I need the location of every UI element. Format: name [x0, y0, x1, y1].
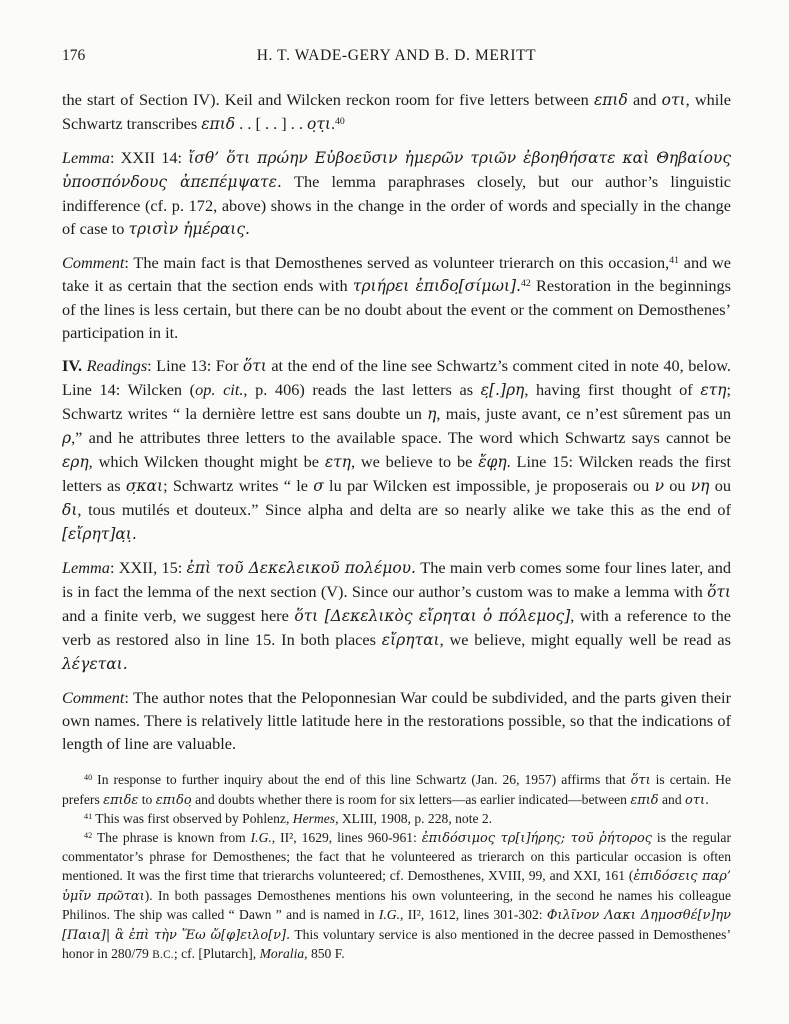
footnote-ref: 42 — [84, 830, 93, 840]
greek-text-run: οτι. — [685, 792, 710, 808]
footnote-ref: 40 — [335, 116, 345, 128]
footnote-ref: 42 — [520, 278, 531, 290]
text-run: : XXII 14: — [109, 148, 189, 167]
text-run: , tous mutilés et douteux.” Since alpha and delta are so nearly alike we take this as the end of — [77, 500, 731, 519]
text-run: ; Schwartz writes “ la dernière lettre est sans doubte un — [62, 380, 731, 423]
greek-text-run: ετη — [324, 453, 351, 471]
footnotes-section — [62, 771, 731, 965]
greek-text-run: ἴσθ’ ὅτι πρώην Εὐβοεῦσιν ἡμερῶν τριῶν ἐβοηθήσατε καὶ Θηβαίους ὑποσπόνδους ἀπεπέμψατε. — [62, 149, 731, 191]
text-run: at the end of the line see Schwartz’s comment cited in note 40, below. Line 14: Wilcken ( — [62, 356, 732, 399]
greek-text-run: ἐπὶ τοῦ Δεκελεικοῦ πολέμου. — [186, 559, 416, 577]
text-run: , with a reference to the verb as restored also in line 15. In both places — [62, 606, 732, 649]
footnote-42 — [62, 829, 731, 965]
text-run: , 850 F. — [304, 946, 345, 962]
greek-text-run: επιδ — [201, 115, 236, 133]
text-run: ,” and he attributes three letters to the available space. The word which Schwartz says cannot be — [71, 428, 731, 447]
greek-text-run: ε̣[.]ρη — [480, 381, 525, 399]
greek-text-run: δι — [62, 501, 78, 519]
text-run: , XLIII, 1908, p. 228, note 2. — [335, 811, 493, 827]
greek-text-run: ερη — [62, 453, 89, 471]
text-run: the start of Section IV). Keil and Wilcken reckon room for five letters between — [62, 90, 594, 109]
text-run: IV. — [62, 356, 87, 375]
text-run: . . [ . . ] . . — [235, 114, 308, 133]
greek-text-run: σ̣και — [125, 477, 164, 495]
text-run: Comment — [62, 688, 125, 707]
text-run: : The author notes that the Peloponnesian War could be subdivided, and the parts given their own names. There is relatively little latitude here in the restorations possible, so that the indications of length of line are valuable. — [62, 688, 731, 753]
text-run: In response to further inquiry about the end of this line Schwartz (Jan. 26, 1957) affirms that — [92, 772, 631, 787]
text-run: This was first observed by Pohlenz, — [92, 811, 293, 827]
text-run: : XXII, 15: — [109, 558, 187, 577]
text-run: : Line 13: For — [147, 356, 243, 375]
running-header: H. T. WADE-GERY AND B. D. MERITT — [256, 47, 537, 64]
greek-text-run: ρ — [62, 429, 72, 447]
greek-text-run: επιδ — [593, 91, 628, 109]
text-run: B.C. — [152, 949, 174, 962]
text-run: , while Schwartz transcribes — [62, 90, 732, 133]
paragraph-comment-2 — [62, 686, 731, 755]
text-run: ; Schwartz writes “ le — [163, 476, 314, 495]
footnote-ref: 41 — [669, 255, 679, 267]
text-run: and doubts whether there is room for six letters—as earlier indicated—between — [191, 791, 631, 807]
greek-text-run: ὅτι — [242, 357, 267, 375]
text-run: , II², 1612, lines 301-302: — [400, 907, 547, 923]
paragraph-comment-1 — [62, 251, 731, 344]
text-run: I.G. — [378, 907, 401, 923]
greek-text-run: ἔφ̣η — [478, 453, 507, 471]
greek-text-run: επιδο̣ — [155, 792, 192, 808]
paragraph-lemma-xxii-15 — [62, 556, 731, 676]
text-run: to — [138, 791, 156, 807]
greek-text-run: ο̣τ̣ι — [307, 115, 331, 133]
greek-text-run: Φιλῖνον Λακι Δημοσθέ[ν]ην [Παια]| ἃ ἐπὶ τὴν Ἕω ὤ[φ]ειλο[ν]. — [62, 908, 732, 943]
greek-text-run: τριήρει ἐπιδο̣[σίμωι]. — [352, 277, 521, 295]
greek-text-run: ὅτι [Δεκελικὸς εἴρηται ὁ πόλεμος] — [294, 607, 571, 625]
text-run: op. cit. — [195, 380, 244, 399]
text-run: and a finite verb, we suggest here — [62, 606, 295, 625]
text-run: Readings — [86, 356, 148, 375]
text-run: , mais, juste avant, ce n’est sûrement pas un — [436, 404, 731, 423]
text-run: This voluntary service is also mentioned in the decree passed in Demosthenes’ honor in 280/79 — [62, 926, 732, 962]
text-run: The phrase is known from — [92, 829, 251, 845]
greek-text-run: ὅτι — [630, 773, 651, 788]
text-run: and — [658, 791, 686, 807]
greek-text-run: επιδε — [103, 792, 139, 808]
paragraph-continuation — [62, 88, 731, 136]
text-run: is certain. He prefers — [62, 772, 731, 807]
greek-text-run: σ — [313, 477, 324, 495]
greek-text-run: επιδ — [630, 792, 659, 808]
paragraph-lemma-xxii-14 — [62, 146, 731, 241]
text-run: ou — [709, 476, 731, 495]
text-run: : The main fact is that Demosthenes served as volunteer trierarch on this occasion, — [124, 253, 670, 272]
greek-text-run: η̣ — [427, 405, 437, 423]
text-run: Comment — [62, 253, 125, 272]
text-run: , p. 406) reads the last letters as — [243, 380, 481, 399]
greek-text-run: [εἴρητ]α̣ι̣. — [62, 525, 137, 543]
text-run: Moralia — [259, 946, 305, 962]
greek-text-run: οτι — [661, 91, 686, 109]
text-run: is the regular commentator’s phrase for Demosthenes; the fact that he volunteered as trierarch on this particular occasion is often mentioned. It was the first time that trierarchs volunteered; cf. Demosthenes, XVIII, 99, and XXI, 161 ( — [62, 829, 731, 883]
text-run: lu par Wilcken est impossible, je proposerais ou — [323, 476, 655, 495]
text-run: , having first thought of — [524, 380, 701, 399]
paragraph-section-iv-readings — [62, 354, 731, 546]
text-run: . — [330, 114, 336, 133]
text-run: ou — [663, 476, 691, 495]
text-run: The main verb comes some four lines later, and is in fact the lemma of the next section (V). Since our author’s custom was to make a lemma with — [62, 558, 731, 601]
page-header — [62, 46, 731, 65]
greek-text-run: λέγεται. — [62, 655, 128, 673]
text-run: , II², 1629, lines 960-961: — [271, 829, 422, 845]
body-text — [62, 88, 731, 755]
text-run: Lemma — [62, 148, 110, 167]
text-run: I.G. — [250, 829, 272, 845]
greek-text-run: νη — [690, 477, 710, 495]
greek-text-run: εἴρηται — [381, 631, 440, 649]
page-number: 176 — [62, 47, 86, 64]
text-run: . Line 15: Wilcken reads the first letters as — [62, 452, 731, 495]
text-run: The lemma paraphrases closely, but our author’s linguistic indifference (cf. p. 172, above) shows in the change in the order of words and specially in the change of case to — [62, 172, 731, 238]
footnote-ref: 41 — [84, 812, 93, 822]
greek-text-run: ὅτι — [707, 583, 731, 601]
greek-text-run: ετη — [700, 381, 727, 399]
text-run: , which Wilcken thought might be — [88, 452, 325, 471]
text-run: , we believe to be — [350, 452, 479, 471]
text-run: Restoration in the beginnings of the lines is less certain, but there can be no doubt about the event or the comment on Demosthenes’ participation in it. — [62, 276, 731, 342]
greek-text-run: ἐπιδόσεις παρ’ ὑμῖν πρῶται — [62, 868, 731, 904]
text-run: and we take it as certain that the section ends with — [62, 253, 732, 295]
footnote-ref: 40 — [84, 772, 93, 782]
text-run: ; cf. [Plutarch], — [173, 946, 260, 962]
footnote-40 — [62, 771, 731, 810]
text-run: , we believe, might equally well be read as — [439, 630, 731, 649]
greek-text-run: ἐπιδόσιμος τρ[ι]ήρης; τοῦ ῥήτορος — [421, 830, 652, 846]
text-run: Lemma — [62, 558, 110, 577]
text-run: ). In both passages Demosthenes mentions his own volunteering, in the second he names his colleague Philinos. The ship was called “ Dawn ” and is named in — [62, 887, 731, 923]
text-run: Hermes — [292, 811, 336, 827]
footnote-41 — [62, 810, 731, 829]
greek-text-run: τρισὶν ἡμέραις. — [128, 220, 250, 238]
text-run: and — [627, 90, 662, 109]
greek-text-run: ν — [654, 477, 664, 495]
